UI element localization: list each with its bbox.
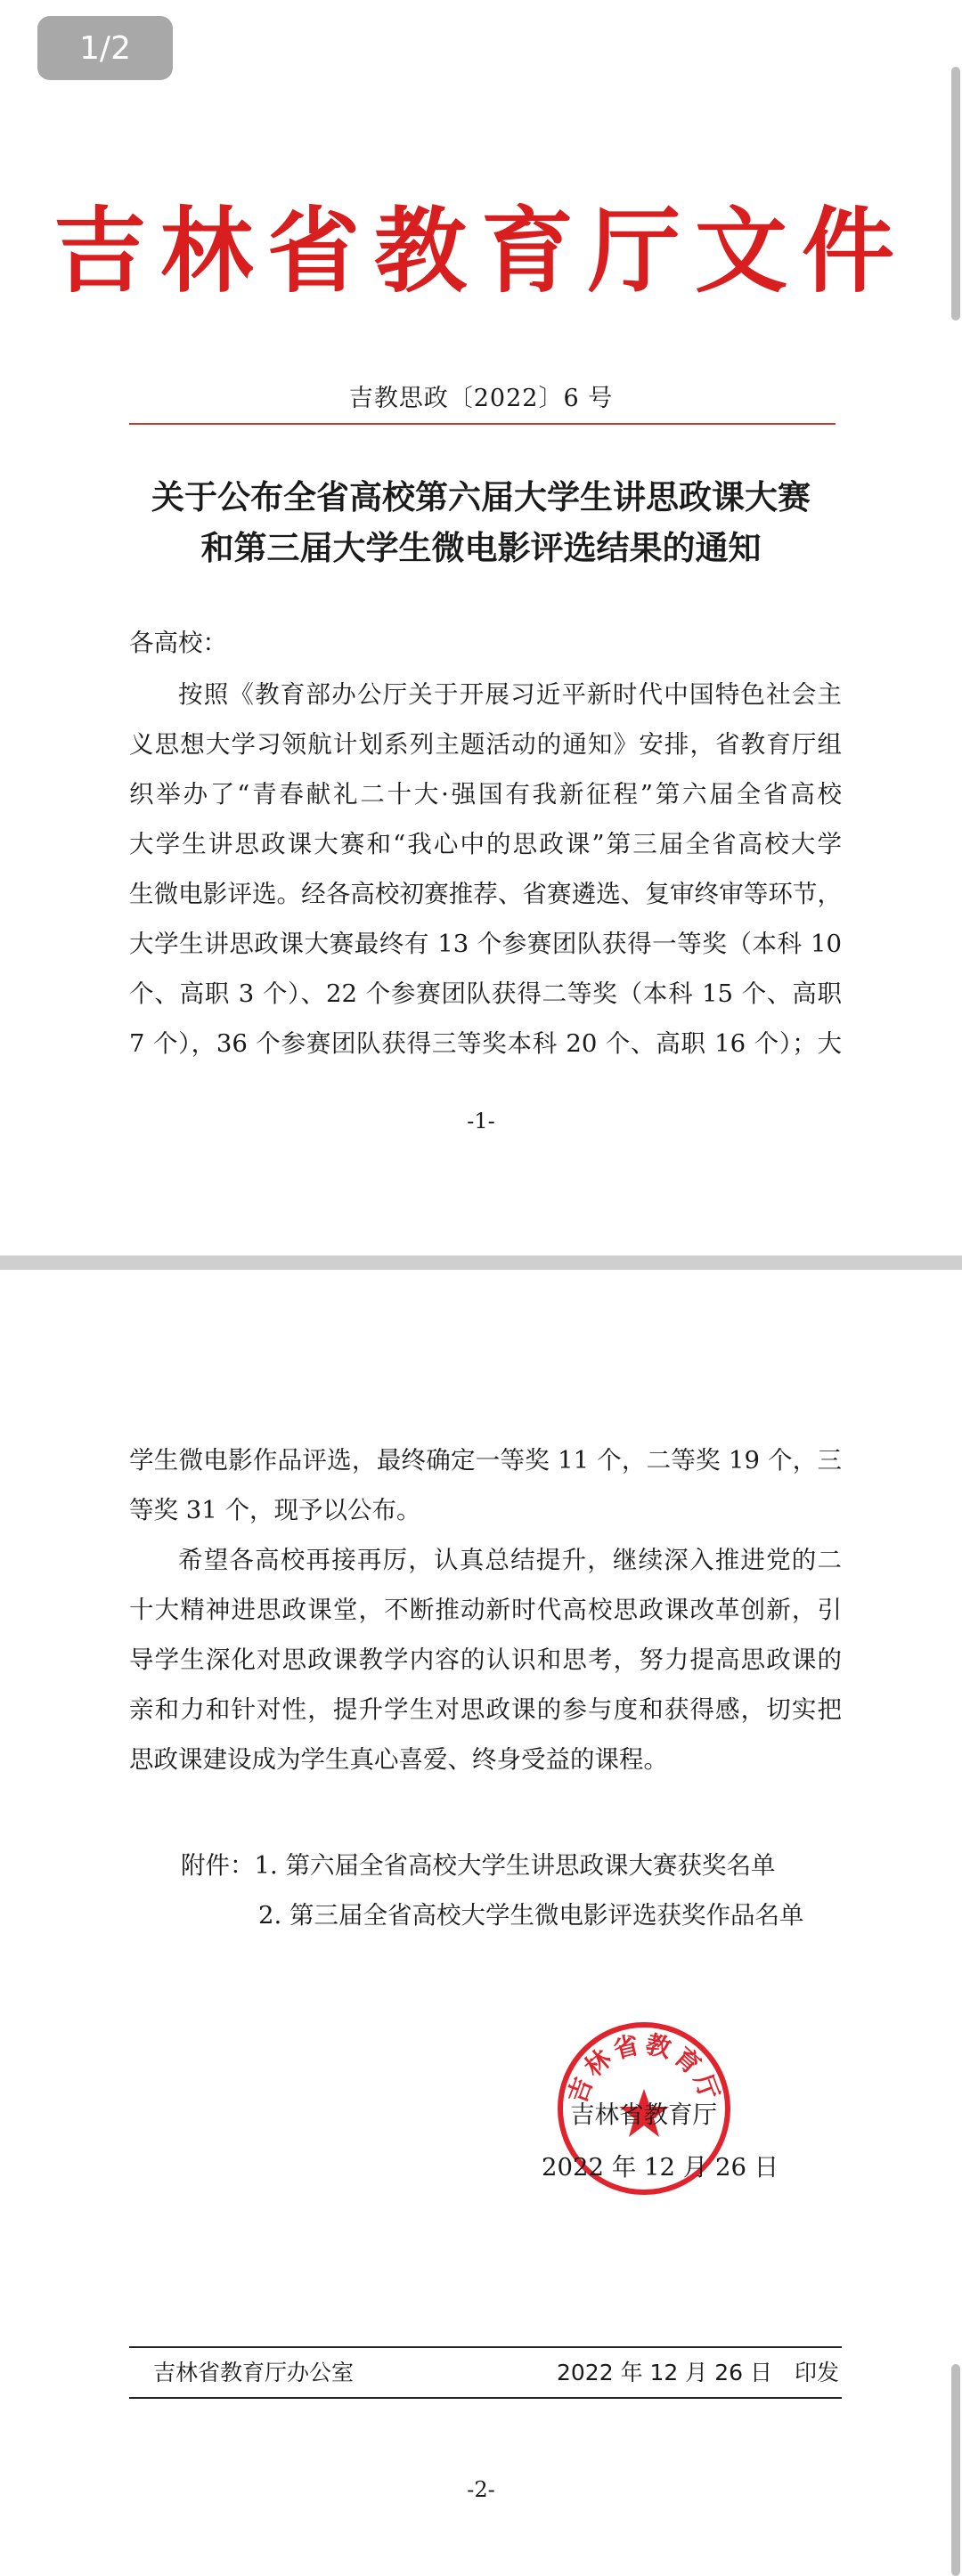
signature-date: 2022 年 12 月 26 日 [542,2153,779,2182]
body-line: 个、高职 3 个）、22 个参赛团队获得二等奖（本科 15 个、高职 [129,979,842,1008]
attachment-2: 2. 第三届全省高校大学生微电影评选获奖作品名单 [258,1901,804,1930]
body-line: 十大精神进思政课堂，不断推动新时代高校思政课改革创新，引 [129,1596,842,1624]
body-line: 大学生讲思政课大赛最终有 13 个参赛团队获得一等奖（本科 10 [129,930,842,958]
page-indicator[interactable]: 1/2 [37,16,173,80]
body-line: 思政课建设成为学生真心喜爱、终身受益的课程。 [129,1745,668,1774]
document-number: 吉教思政〔2022〕6 号 [348,385,614,412]
signature-issuer: 吉林省教育厅 [570,2101,717,2129]
issuing-office: 吉林省教育厅办公室 [153,2360,355,2385]
print-date: 2022 年 12 月 26 日 印发 [557,2360,839,2385]
body-line: 希望各高校再接再厉，认真总结提升，继续深入推进党的二 [178,1546,842,1574]
page-separator [0,1255,962,1270]
page-number-1: -1- [467,1109,495,1134]
red-divider [129,423,836,425]
seal-text: 吉林省教育厅 [562,2028,726,2108]
header-title: 吉林省教育厅文件 [53,196,909,305]
body-line: 织举办了“青春献礼二十大·强国有我新征程”第六届全省高校 [129,780,842,809]
body-line: 大学生讲思政课大赛和“我心中的思政课”第三届全省高校大学 [129,830,842,858]
footer-rule-top [129,2346,842,2348]
notice-title [0,472,962,573]
salutation: 各高校： [129,629,227,657]
body-line: 义思想大学习领航计划系列主题活动的通知》安排，省教育厅组 [129,730,842,759]
notice-title-line-1: 关于公布全省高校第六届大学生讲思政课大赛 [151,478,811,516]
notice-title-line-2: 和第三届大学生微电影评选结果的通知 [200,529,762,567]
body-line: 7 个），36 个参赛团队获得三等奖本科 20 个、高职 16 个）；大 [129,1029,842,1058]
body-line: 等奖 31 个，现予以公布。 [129,1496,421,1524]
footer-rule-bottom [129,2397,842,2399]
body-line: 亲和力和针对性，提升学生对思政课的参与度和获得感，切实把 [129,1695,842,1724]
page-number-2: -2- [467,2477,495,2502]
body-line: 按照《教育部办公厅关于开展习近平新时代中国特色社会主 [178,680,842,709]
attachment-1: 附件：1. 第六届全省高校大学生讲思政课大赛获奖名单 [181,1851,776,1880]
body-line: 生微电影评选。经各高校初赛推荐、省赛遴选、复审终审等环节， [129,880,842,908]
body-line: 学生微电影作品评选，最终确定一等奖 11 个，二等奖 19 个，三 [129,1446,842,1475]
body-line: 导学生深化对思政课教学内容的认识和思考，努力提高思政课的 [129,1646,842,1674]
scrollbar-thumb-bottom[interactable] [951,2364,960,2576]
